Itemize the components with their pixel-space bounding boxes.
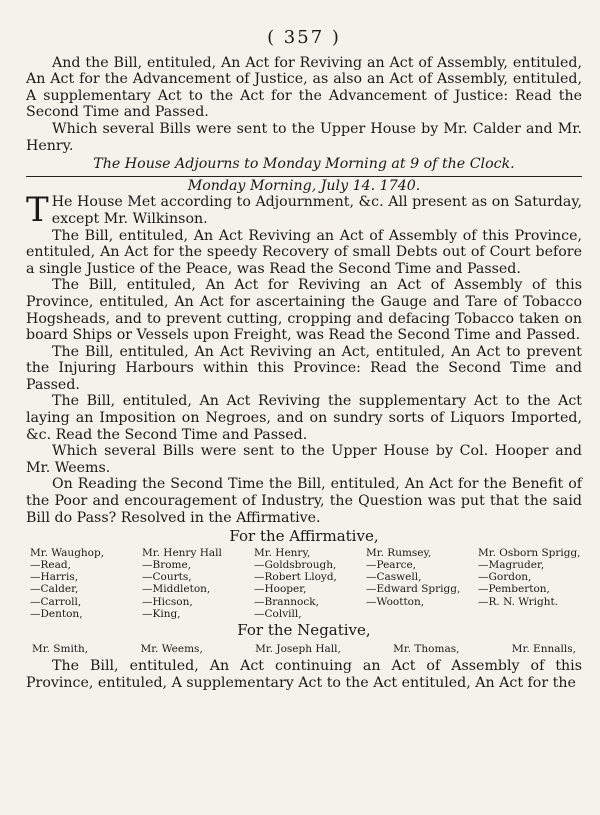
page-number: ( 357 ) — [267, 27, 341, 48]
affirmative-heading: For the Affirmative, — [229, 527, 379, 546]
affirmative-column-2 — [142, 547, 254, 620]
voter-name: Mr. Rumsey, — [366, 546, 432, 559]
voter-name: —Magruder, — [478, 559, 545, 572]
voter-name: Mr. Weems, — [140, 642, 203, 655]
negative-heading: For the Negative, — [237, 621, 371, 640]
bill-paragraph-1: The Bill, entituled, An Act Reviving an Act of Assembly of this Province, entituled, An Act for the speedy Recovery of small Debts out of Court before a single Justice of the Peace, was Read the Second Time and Passed. — [26, 227, 582, 277]
voter-name: —Brome, — [142, 559, 192, 572]
voter-name: —Hooper, — [254, 583, 307, 596]
voter-name: Mr. Smith, — [32, 642, 89, 655]
voter-name: Mr. Henry Hall — [142, 546, 222, 559]
voter-name: Mr. Osborn Sprigg, — [478, 546, 581, 559]
affirmative-column-3 — [254, 547, 366, 620]
final-paragraph: The Bill, entituled, An Act continuing an Act of Assembly of this Province, entituled, A supplementary Act to the Act entituled, An Act for the — [26, 658, 582, 691]
voter-name: —Harris, — [30, 571, 79, 584]
voter-name: —Pemberton, — [478, 583, 550, 596]
reading-paragraph: On Reading the Second Time the Bill, entituled, An Act for the Benefit of the Poor and encouragement of Industry, the Question was put that the said Bill do Pass? Resolved in the Affirmative. — [26, 476, 582, 526]
voter-name: —Caswell, — [366, 571, 422, 584]
met-paragraph — [26, 190, 582, 231]
negative-vote-list — [32, 641, 576, 658]
voter-name: —Hicson, — [142, 595, 193, 608]
voter-name: —Carroll, — [30, 595, 82, 608]
affirmative-column-4 — [366, 547, 478, 620]
voter-name: —Read, — [30, 559, 71, 572]
drop-cap: T — [26, 190, 49, 231]
voter-name: Mr. Henry, — [254, 546, 311, 559]
section-divider — [26, 176, 582, 177]
affirmative-vote-list — [30, 547, 582, 620]
voter-name: —Middleton, — [142, 583, 211, 596]
voter-name: —Wootton, — [366, 595, 425, 608]
bill-paragraph-2: The Bill, entituled, An Act for Reviving an Act of Assembly of this Province, entituled, An Act for ascertaining the Gauge and Tare of Tobacco Hogsheads, and to prevent cutting, cropping and defacing Tobacco taken on board Ships or Vessels upon Freight, was Read the Second Time and Passed. — [26, 277, 582, 344]
voter-name: —Brannock, — [254, 595, 319, 608]
voter-name: —King, — [142, 607, 181, 620]
voter-name: —Courts, — [142, 571, 192, 584]
bill-paragraph-4: The Bill, entituled, An Act Reviving the supplementary Act to the Act laying an Imposition on Negroes, and on sundry sorts of Liquors Imported, &c. Read the Second Time and Passed. — [26, 393, 582, 443]
voter-name: Mr. Waughop, — [30, 546, 105, 559]
date-line: Monday Morning, July 14. 1740. — [187, 177, 421, 194]
voter-name: Mr. Thomas, — [393, 642, 460, 655]
voter-name: —R. N. Wright. — [478, 595, 559, 608]
voter-name: Mr. Joseph Hall, — [255, 642, 341, 655]
voter-name: —Pearce, — [366, 559, 417, 572]
voter-name: —Goldsbrough, — [254, 559, 337, 572]
adjourn-line: The House Adjourns to Monday Morning at 9 of the Clock. — [93, 156, 515, 173]
voter-name: —Denton, — [30, 607, 83, 620]
voter-name: —Calder, — [30, 583, 79, 596]
sent-paragraph-2: Which several Bills were sent to the Upper House by Col. Hooper and Mr. Weems. — [26, 443, 582, 476]
affirmative-column-5 — [478, 547, 586, 620]
affirmative-column-1 — [30, 547, 142, 620]
voter-name: —Gordon, — [478, 571, 532, 584]
intro-paragraph: And the Bill, entituled, An Act for Reviving an Act of Assembly, entituled, An Act for the Advancement of Justice, as also an Act of Assembly, entituled, A supplementary Act to the Act for the Advancement of Justice: Read the Second Time and Passed. — [26, 54, 582, 121]
voter-name: —Robert Lloyd, — [254, 571, 337, 584]
voter-name: Mr. Ennalls, — [511, 642, 576, 655]
voter-name: —Edward Sprigg, — [366, 583, 461, 596]
bill-paragraph-3: The Bill, entituled, An Act Reviving an Act, entituled, An Act to prevent the Injuring Harbours within this Province: Read the Second Time and Passed. — [26, 343, 582, 393]
sent-paragraph-1: Which several Bills were sent to the Upper House by Mr. Calder and Mr. Henry. — [26, 120, 582, 154]
document-page — [26, 27, 582, 691]
voter-name: —Colvill, — [254, 607, 302, 620]
met-text: He House Met according to Adjournment, &c. All present as on Saturday, except Mr. Wilkinson. — [51, 194, 582, 227]
